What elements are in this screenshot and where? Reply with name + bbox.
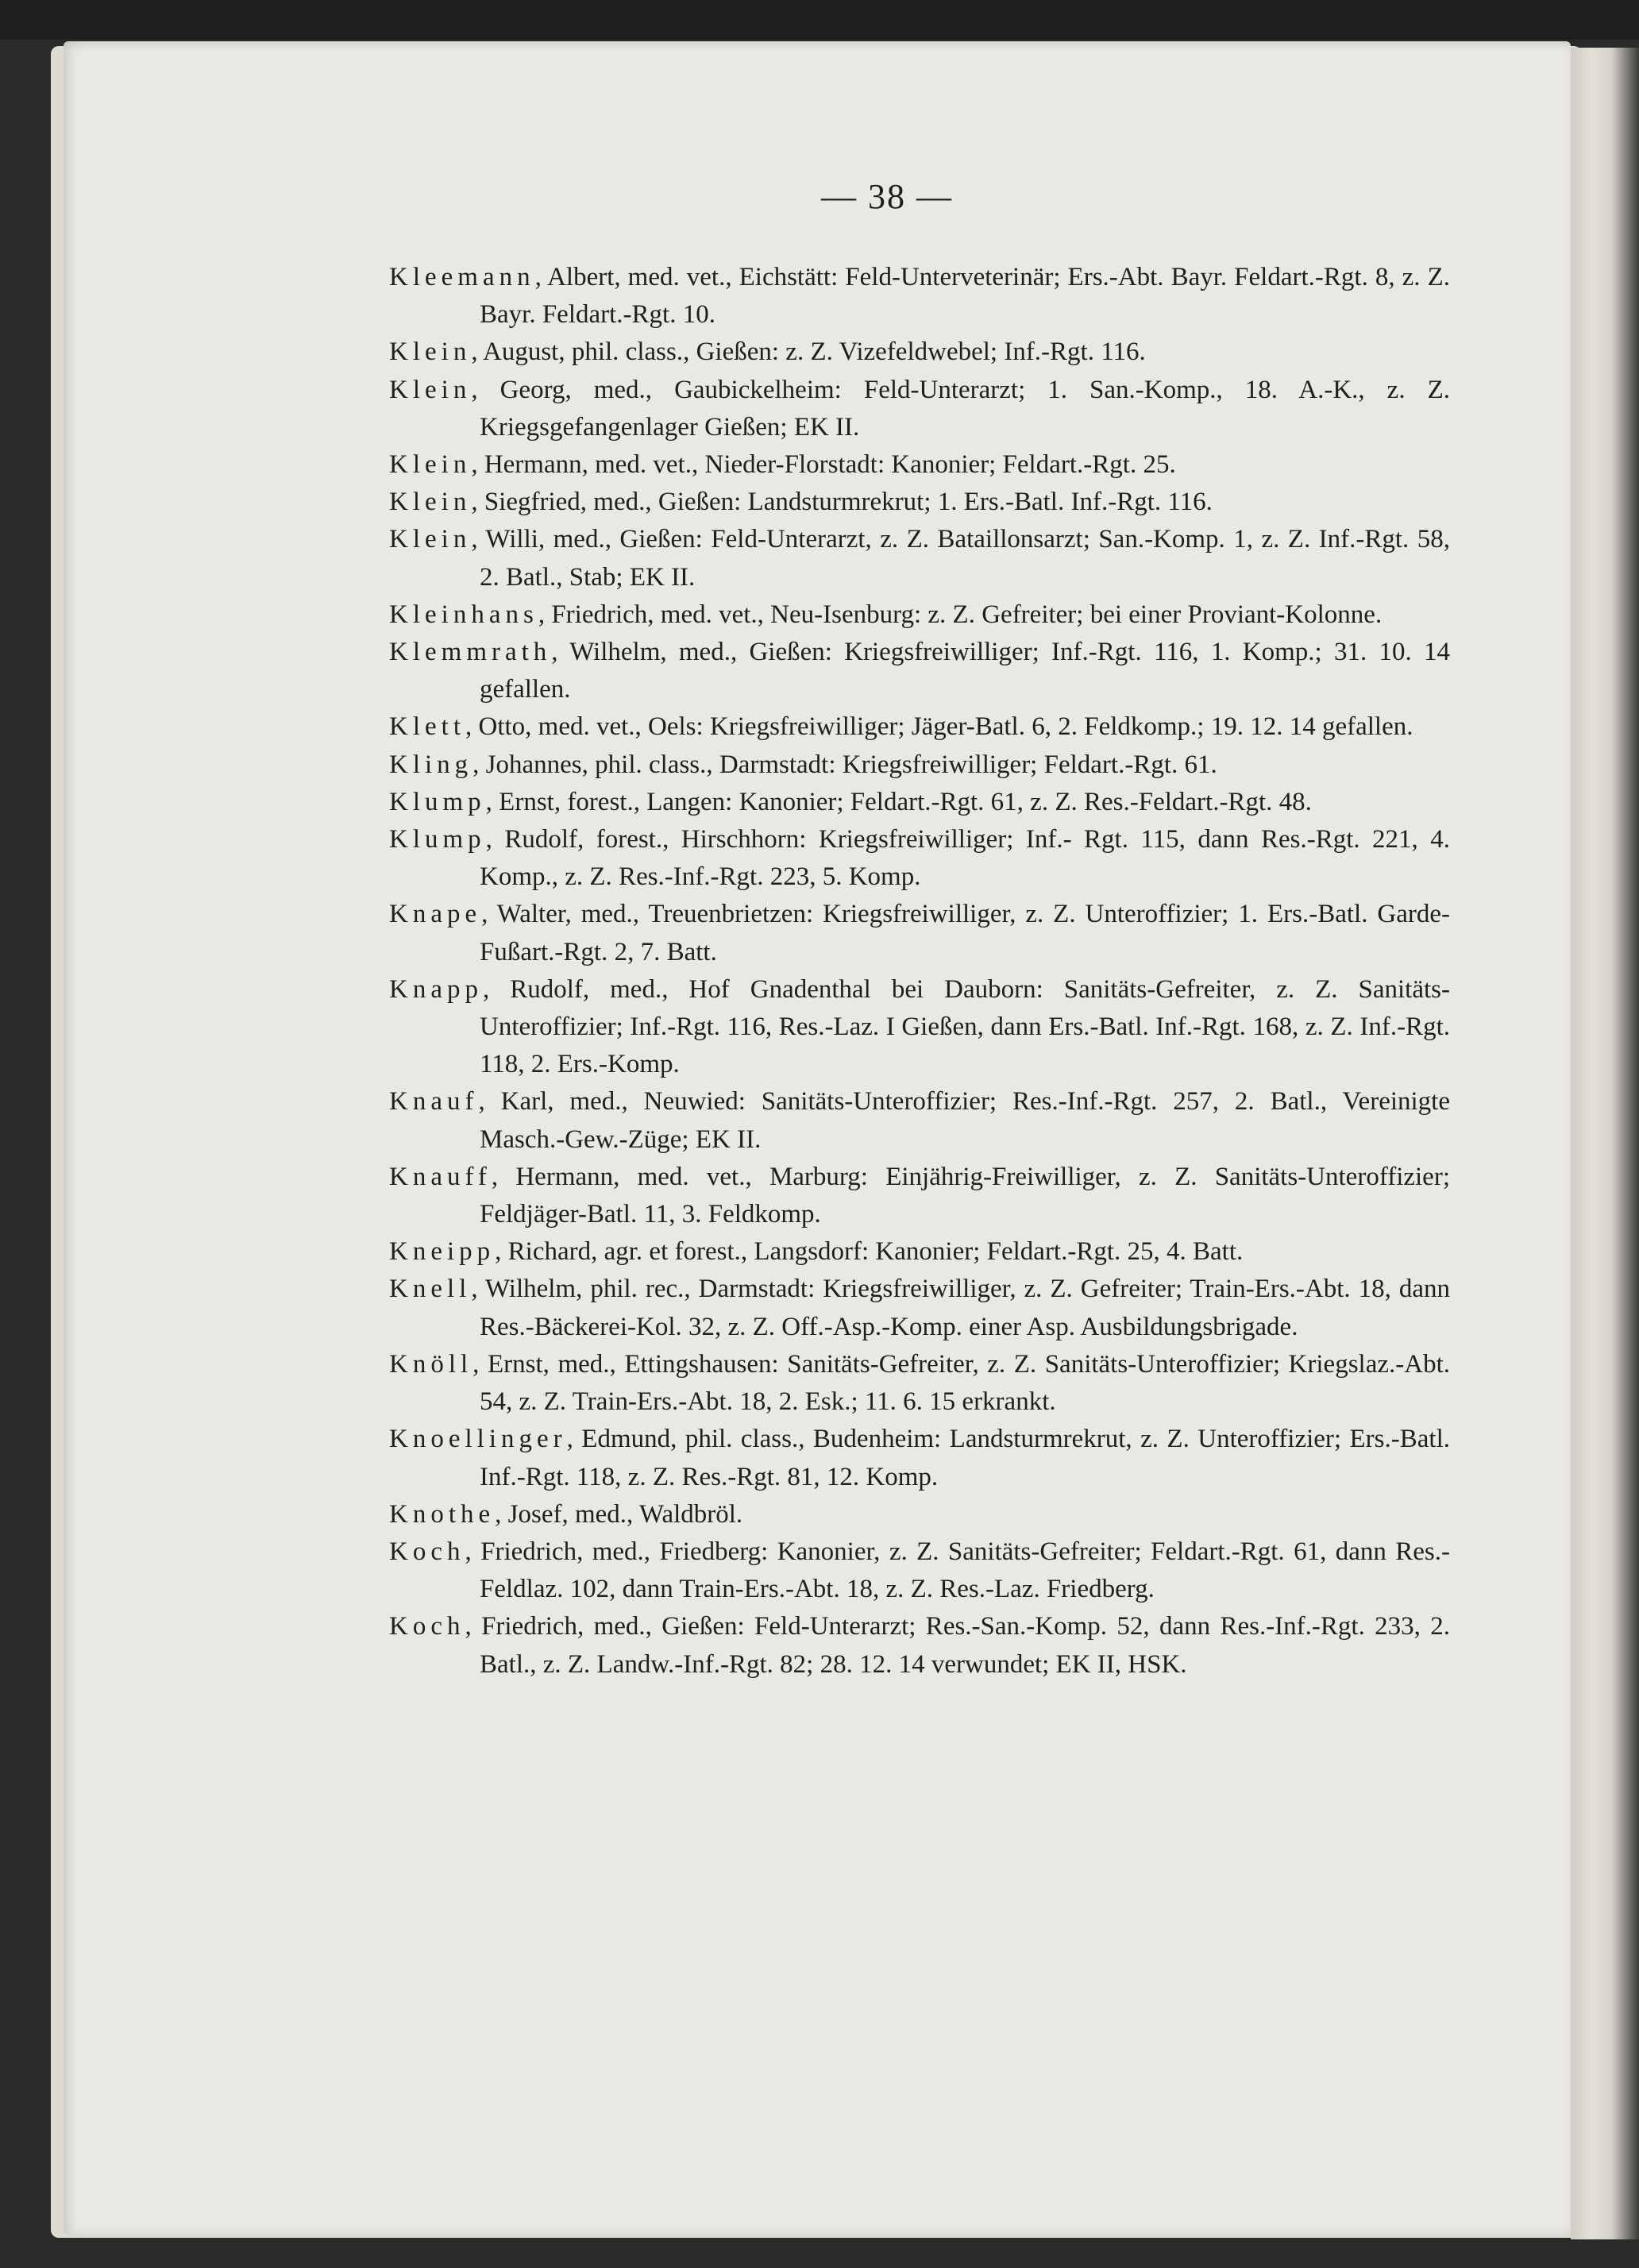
- entry-surname: Knoellinger: [389, 1425, 567, 1454]
- entry-details: , Josef, med., Waldbröl.: [495, 1499, 743, 1529]
- entry-surname: Klump: [389, 787, 486, 816]
- entry: [389, 1233, 1450, 1271]
- entry: [389, 1346, 1450, 1421]
- entry-details: , Willi, med., Gießen: Feld-Unterarzt, z. Z. Bataillonsarzt; San.-Komp. 1, z. Z. Inf.-Rgt. 58, 2. Batl., Stab; EK II.: [471, 525, 1450, 592]
- entry-details: , Siegfried, med., Gießen: Landsturmrekrut; 1. Ers.-Batl. Inf.-Rgt. 116.: [471, 488, 1213, 517]
- entry-surname: Kleemann: [389, 263, 535, 291]
- entry-surname: Klein: [389, 338, 472, 367]
- entry-details: , Johannes, phil. class., Darmstadt: Kriegsfreiwilliger; Feldart.-Rgt. 61.: [472, 750, 1217, 779]
- entry-details: , Hermann, med. vet., Marburg: Einjährig-Freiwilliger, z. Z. Sanitäts-Unteroffizier; Feldjäger-Batl. 11, 3. Feldkomp.: [480, 1162, 1450, 1229]
- entry-details: , Albert, med. vet., Eichstätt: Feld-Unterveterinär; Ers.-Abt. Bayr. Feldart.-Rgt. 8, z. Z. Bayr. Feldart.-Rgt. 10.: [480, 263, 1450, 330]
- entry-details: , Rudolf, forest., Hirschhorn: Kriegsfreiwilliger; Inf.- Rgt. 115, dann Res.-Rgt. 221, 4. Komp., z. Z. Res.-Inf.-Rgt. 223, 5. Komp.: [480, 825, 1450, 892]
- entry: [389, 1608, 1450, 1683]
- entry-details: , Wilhelm, med., Gießen: Kriegsfreiwilliger; Inf.-Rgt. 116, 1. Komp.; 31. 10. 14 gefallen.: [480, 638, 1450, 704]
- entry-details: , Ernst, med., Ettingshausen: Sanitäts-Gefreiter, z. Z. Sanitäts-Unteroffizier; Kriegslaz.-Abt. 54, z. Z. Train-Ers.-Abt. 18, 2. Esk.; 11. 6. 15 erkrankt.: [472, 1349, 1450, 1417]
- entry-details: , Friedrich, med., Friedberg: Kanonier, z. Z. Sanitäts-Gefreiter; Feldart.-Rgt. 61, dann Res.-Feldlaz. 102, dann Train-Ers.-Abt. 18, z. Z. Res.-Laz. Friedberg.: [465, 1537, 1450, 1604]
- entry-details: , Hermann, med. vet., Nieder-Florstadt: Kanonier; Feldart.-Rgt. 25.: [471, 450, 1176, 480]
- entry-list: [389, 259, 1450, 1684]
- entry-details: , Richard, agr. et forest., Langsdorf: Kanonier; Feldart.-Rgt. 25, 4. Batt.: [495, 1237, 1244, 1267]
- entry-details: , Edmund, phil. class., Budenheim: Landsturmrekrut, z. Z. Unteroffizier; Ers.-Batl. Inf.-Rgt. 118, z. Z. Res.-Rgt. 81, 12. Komp.: [480, 1425, 1450, 1491]
- entry: [389, 821, 1450, 896]
- entry: [389, 1533, 1450, 1608]
- entry-details: , Walter, med., Treuenbrietzen: Kriegsfreiwilliger, z. Z. Unteroffizier; 1. Ers.-Batl. Garde-Fußart.-Rgt. 2, 7. Batt.: [480, 900, 1450, 966]
- entry-surname: Klein: [389, 525, 472, 554]
- entry-surname: Knöll: [389, 1349, 473, 1379]
- entry: [389, 971, 1450, 1084]
- entry: [389, 634, 1450, 708]
- entry-surname: Koch: [389, 1537, 465, 1566]
- entry-surname: Klein: [389, 450, 472, 480]
- entry-surname: Kling: [389, 750, 473, 779]
- entry-surname: Koch: [389, 1612, 465, 1641]
- entry-surname: Klemmrath: [389, 638, 552, 667]
- entry-surname: Klein: [389, 488, 472, 517]
- entry-surname: Klump: [389, 825, 486, 854]
- entry-surname: Knapp: [389, 974, 483, 1004]
- entry-surname: Knape: [389, 900, 482, 929]
- entry-details: , Georg, med., Gaubickelheim: Feld-Unterarzt; 1. San.-Komp., 18. A.-K., z. Z. Kriegsgefangenlager Gießen; EK II.: [471, 375, 1450, 442]
- entry: [389, 1421, 1450, 1495]
- entry-details: , Karl, med., Neuwied: Sanitäts-Unteroffizier; Res.-Inf.-Rgt. 257, 2. Batl., Vereinigte Masch.-Gew.-Züge; EK II.: [478, 1087, 1450, 1154]
- entry: [389, 1159, 1450, 1233]
- entry: [389, 1083, 1450, 1158]
- entry-surname: Knell: [389, 1275, 472, 1304]
- entry-surname: Knauf: [389, 1087, 479, 1117]
- entry-surname: Knothe: [389, 1499, 496, 1529]
- entry: [389, 708, 1450, 746]
- scan-background: [0, 0, 1639, 40]
- page-number: — 38 —: [821, 177, 953, 216]
- entry-details: , August, phil. class., Gießen: z. Z. Vizefeldwebel; Inf.-Rgt. 116.: [471, 338, 1146, 367]
- entry-surname: Kneipp: [389, 1237, 496, 1267]
- entry-surname: Klein: [389, 375, 472, 404]
- entry: [389, 746, 1450, 784]
- entry-details: , Friedrich, med. vet., Neu-Isenburg: z. Z. Gefreiter; bei einer Proviant-Kolonne.: [538, 600, 1383, 629]
- entry: [389, 484, 1450, 521]
- entry-details: , Friedrich, med., Gießen: Feld-Unterarzt; Res.-San.-Komp. 52, dann Res.-Inf.-Rgt. 233, 2. Batl., z. Z. Landw.-Inf.-Rgt. 82; 28. 12. 14 verwundet; EK II, HSK.: [465, 1612, 1450, 1679]
- entry: [389, 596, 1450, 634]
- entry: [389, 1271, 1450, 1345]
- entry-details: , Wilhelm, phil. rec., Darmstadt: Kriegsfreiwilliger, z. Z. Gefreiter; Train-Ers.-Abt. 18, dann Res.-Bäckerei-Kol. 32, z. Z. Off.-Asp.-Komp. einer Asp. Ausbildungsbrigade.: [471, 1275, 1450, 1341]
- book-gutter: [1571, 48, 1639, 2239]
- entry: [389, 259, 1450, 334]
- entry: [389, 334, 1450, 371]
- entry: [389, 521, 1450, 596]
- entry: [389, 1496, 1450, 1533]
- entry: [389, 896, 1450, 970]
- entry: [389, 446, 1450, 484]
- entry-surname: Kleinhans: [389, 600, 538, 629]
- entry-surname: Knauff: [389, 1162, 492, 1191]
- entry: [389, 784, 1450, 821]
- entry-details: , Rudolf, med., Hof Gnadenthal bei Dauborn: Sanitäts-Gefreiter, z. Z. Sanitäts-Unteroffizier; Inf.-Rgt. 116, Res.-Laz. I Gießen, dann Ers.-Batl. Inf.-Rgt. 168, z. Z. Inf.-Rgt. 118, 2. Ers.-Komp.: [480, 974, 1450, 1079]
- entry-details: , Otto, med. vet., Oels: Kriegsfreiwilliger; Jäger-Batl. 6, 2. Feldkomp.; 19. 12. 14 gefallen.: [465, 712, 1413, 742]
- entry-surname: Klett: [389, 712, 465, 742]
- entry: [389, 372, 1450, 446]
- entry-details: , Ernst, forest., Langen: Kanonier; Feldart.-Rgt. 61, z. Z. Res.-Feldart.-Rgt. 48.: [485, 787, 1312, 816]
